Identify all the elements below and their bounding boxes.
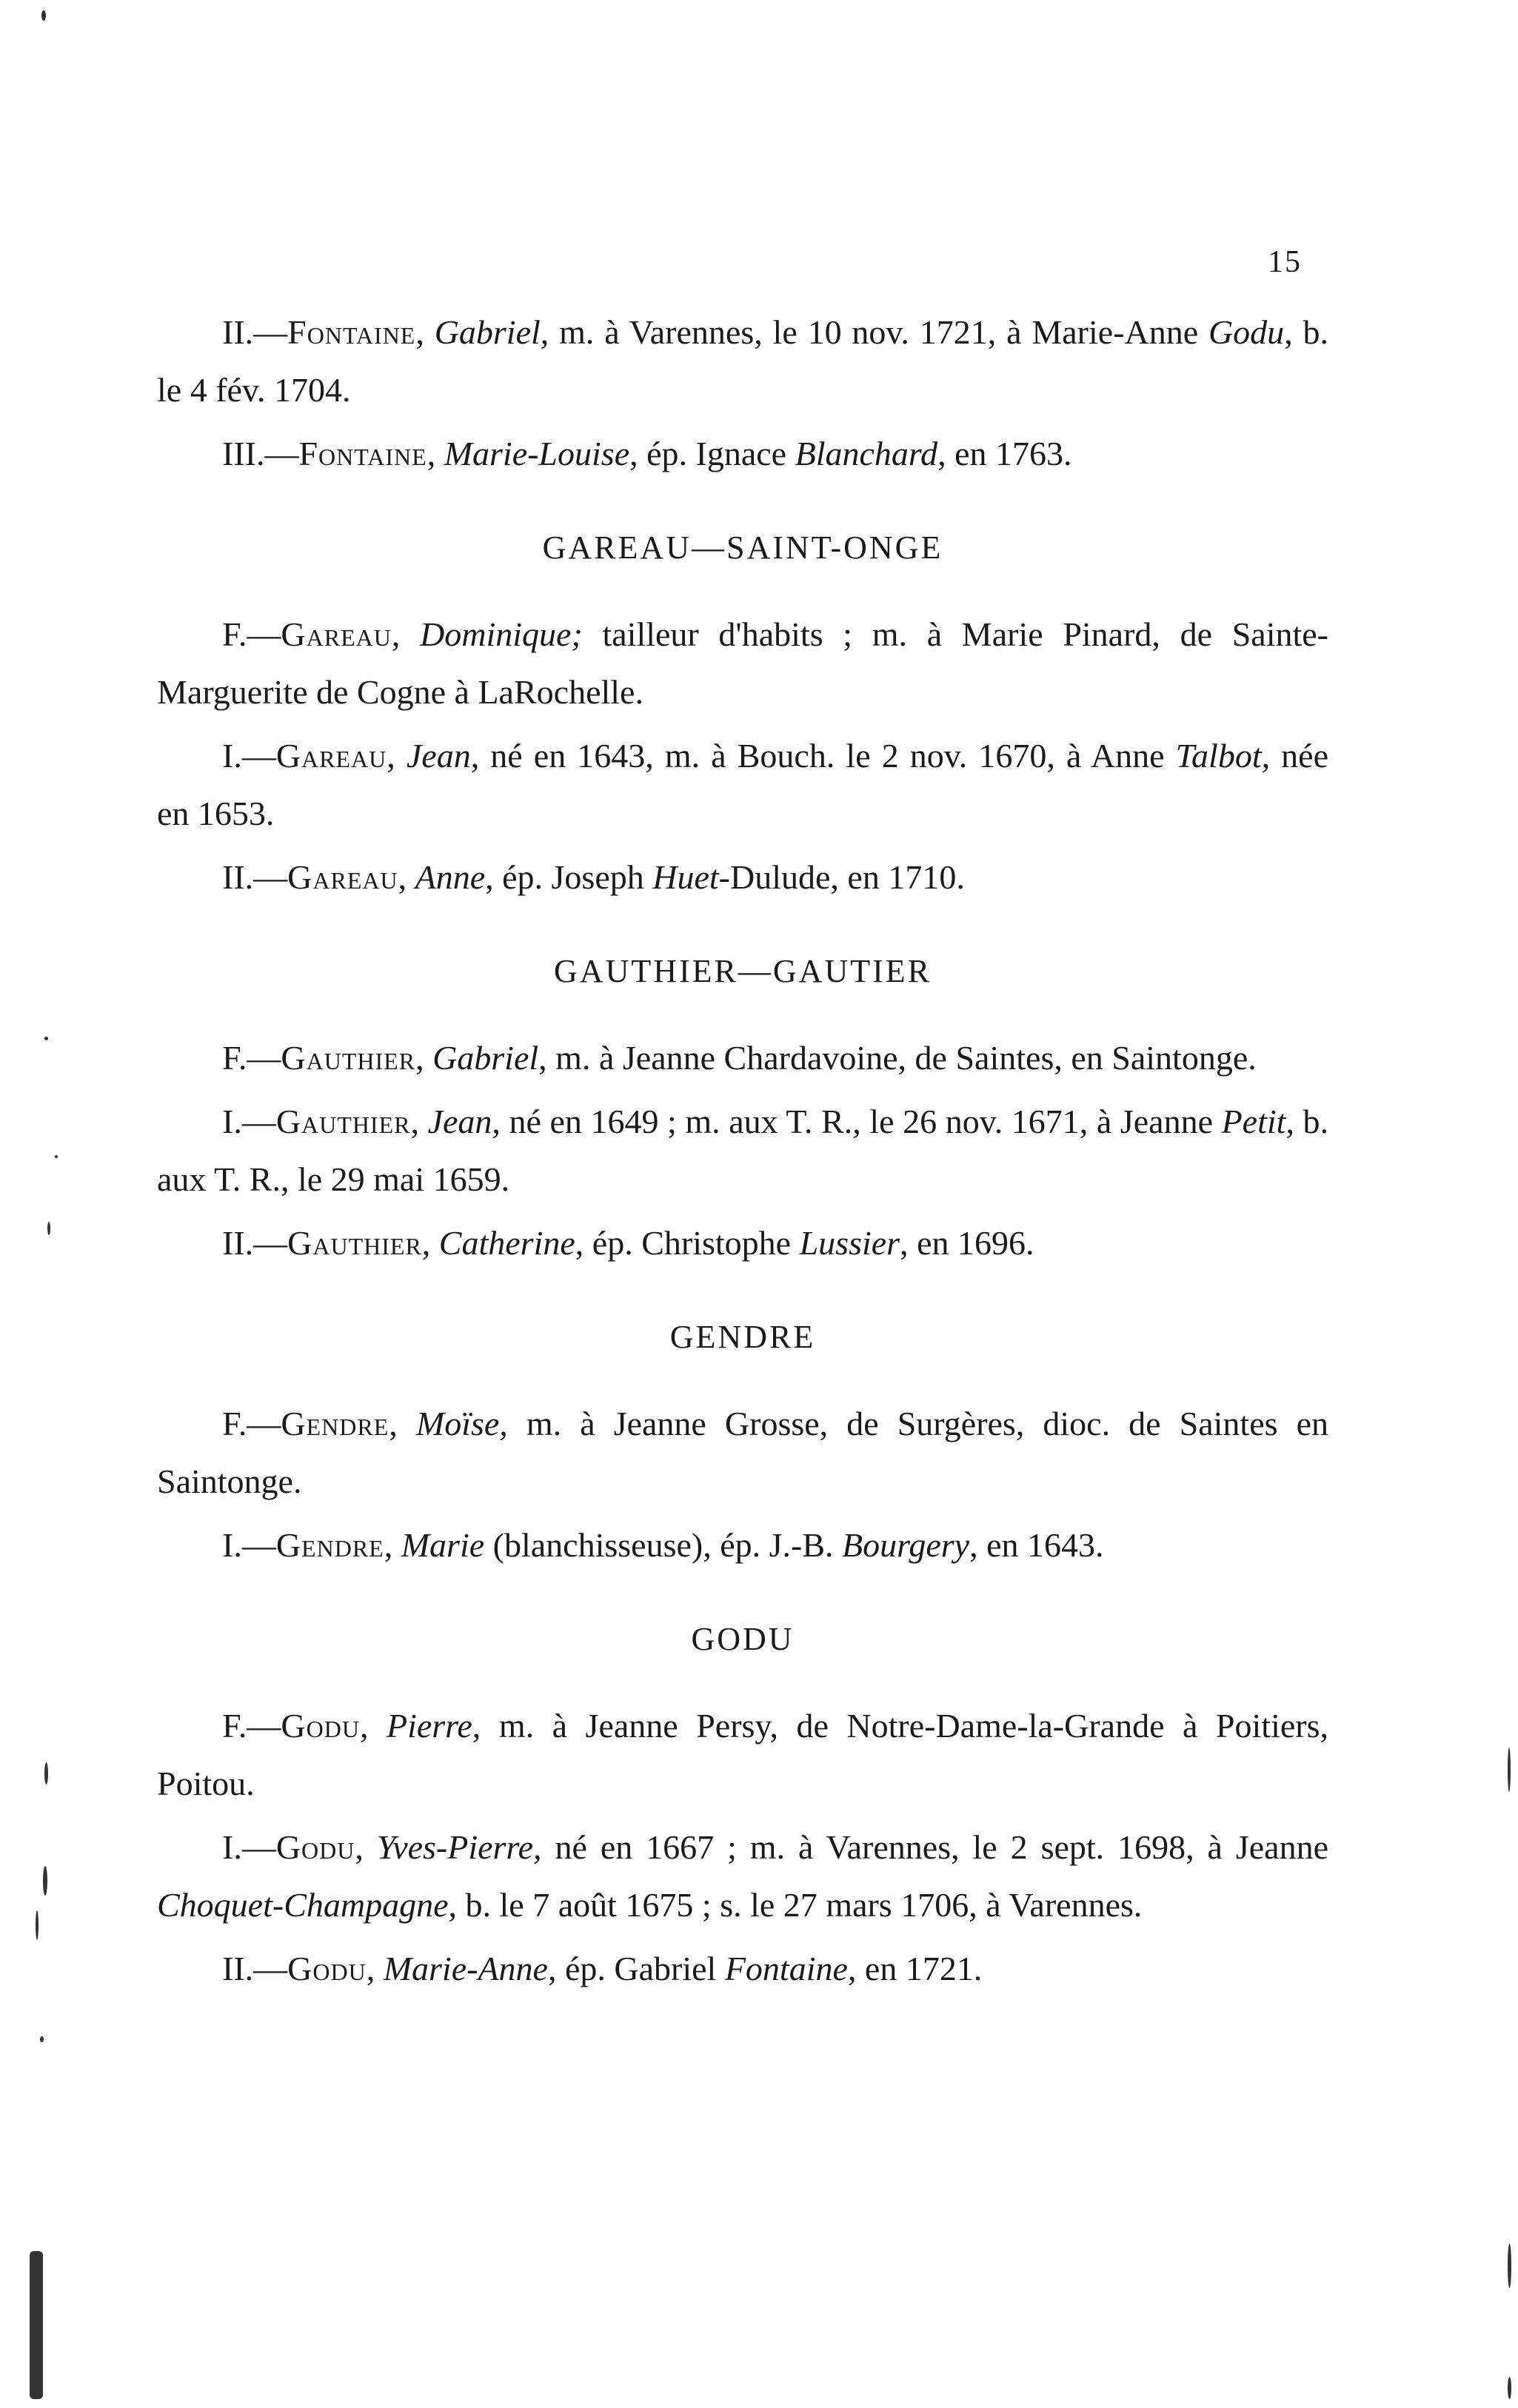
entry-generation: I.— (222, 1103, 276, 1140)
genealogy-entry: F.—Gendre, Moïse, m. à Jeanne Grosse, de Surgères, dioc. de Saintes en Saintonge. (157, 1405, 1329, 1500)
entry-details: (blanchisseuse), ép. J.-B. (484, 1526, 843, 1564)
entry-surname: Gauthier (281, 1039, 416, 1077)
entry-given-name: Marie-Louise (444, 435, 630, 472)
entry-spouse-surname: Choquet-Champagne (157, 1886, 449, 1924)
entry-spouse-surname: Talbot (1175, 737, 1262, 775)
entry-given-name: Gabriel (434, 313, 541, 351)
entry-generation: I.— (222, 737, 276, 775)
entry-details: , ép. Christophe (575, 1224, 800, 1262)
genealogy-entry: I.—Gendre, Marie (blanchisseuse), ép. J.-B. Bourgery, en 1643. (222, 1526, 1104, 1564)
entry-given-name: Yves-Pierre, (376, 1828, 542, 1866)
scan-speck (40, 2036, 44, 2042)
entry-details: , né en 1649 ; m. aux T. R., le 26 nov. 1671, à Jeanne (492, 1103, 1222, 1140)
scan-speck (55, 1155, 58, 1158)
entry-details-tail: , b. le 4 fév. 1704. (157, 313, 1329, 409)
entry-surname: Gendre (275, 1526, 384, 1564)
entry-spouse-surname: Petit (1221, 1103, 1286, 1140)
genealogy-entry: F.—Gauthier, Gabriel, m. à Jeanne Chardavoine, de Saintes, en Saintonge. (222, 1039, 1257, 1077)
page-number: 15 (1268, 245, 1302, 279)
family-heading: GODU (691, 1621, 795, 1657)
entry-details: , m. à Varennes, le 10 nov. 1721, à Marie-Anne (540, 313, 1208, 351)
entry-given-name: Anne (415, 858, 486, 896)
entry-details: , m. à Jeanne Chardavoine, de Saintes, en Saintonge. (538, 1039, 1257, 1077)
scan-speck (44, 1762, 48, 1785)
entry-details-tail: , en 1643. (969, 1526, 1104, 1564)
scan-speck (36, 1910, 39, 1940)
entry-surname: Godu (281, 1707, 360, 1745)
entry-details: , m. à Jeanne Persy, de Notre-Dame-la-Grande à Poitiers, Poitou. (157, 1707, 1328, 1802)
entry-spouse-surname: Bourgery (842, 1526, 970, 1564)
entry-details: né en 1667 ; m. à Varennes, le 2 sept. 1698, à Jeanne (541, 1828, 1329, 1866)
entry-surname: Gauthier (287, 1224, 422, 1262)
entry-generation: F.— (222, 1707, 281, 1745)
entry-details: , ép. Ignace (629, 435, 795, 472)
genealogy-entry: I.—Gareau, Jean, né en 1643, m. à Bouch. le 2 nov. 1670, à Anne Talbot, née en 1653. (157, 737, 1329, 832)
genealogy-entry: II.—Gareau, Anne, ép. Joseph Huet-Dulude, en 1710. (222, 858, 965, 896)
genealogy-entry: I.—Gauthier, Jean, né en 1649 ; m. aux T. R., le 26 nov. 1671, à Jeanne Petit, b. aux T. R., le 29 mai 1659. (157, 1103, 1329, 1198)
genealogy-entry: II.—Gauthier, Catherine, ép. Christophe Lussier, en 1696. (222, 1224, 1034, 1262)
entry-spouse-surname: Fontaine (724, 1950, 848, 1987)
entry-surname: Gareau (287, 858, 398, 896)
entry-surname: Gendre (281, 1405, 389, 1442)
entry-generation: F.— (222, 615, 281, 653)
genealogy-entry: F.—Godu, Pierre, m. à Jeanne Persy, de Notre-Dame-la-Grande à Poitiers, Poitou. (157, 1707, 1328, 1802)
entry-details-tail: , en 1696. (900, 1224, 1034, 1262)
entry-generation: II.— (222, 858, 288, 896)
scan-speck (30, 2251, 43, 2399)
family-heading: GENDRE (669, 1319, 816, 1355)
scan-speck (1508, 2244, 1511, 2288)
entry-surname: Gareau (281, 615, 392, 653)
entry-surname: Fontaine (298, 435, 427, 472)
family-heading: GAREAU—SAINT-ONGE (542, 529, 943, 566)
entry-surname: Gareau (275, 737, 387, 775)
entry-generation: I.— (222, 1828, 276, 1866)
entry-spouse-surname: Godu (1208, 313, 1285, 351)
entry-given-name: Dominique; (420, 615, 583, 653)
entry-generation: II.— (222, 1950, 288, 1987)
entry-details: , ép. Joseph (485, 858, 653, 896)
genealogy-entry: F.—Gareau, Dominique; tailleur d'habits ; m. à Marie Pinard, de Sainte-Marguerite de Cogne à LaRochelle. (157, 615, 1328, 711)
entry-given-name: Moïse, (415, 1405, 508, 1442)
entry-details-tail: , née en 1653. (157, 737, 1329, 832)
entry-surname: Godu (287, 1950, 367, 1987)
entry-generation: F.— (222, 1039, 281, 1077)
entry-details-tail: , b. aux T. R., le 29 mai 1659. (157, 1103, 1329, 1198)
entry-details: m. à Jeanne Grosse, de Surgères, dioc. de Saintes en Saintonge. (157, 1405, 1329, 1500)
entry-given-name: Gabriel (432, 1039, 539, 1077)
entry-given-name: Marie (401, 1526, 485, 1564)
entry-given-name: Jean (406, 737, 471, 775)
entry-surname: Godu (275, 1828, 355, 1866)
entry-given-name: Pierre (386, 1707, 472, 1745)
entry-details-tail: , en 1763. (937, 435, 1072, 472)
family-heading: GAUTHIER—GAUTIER (554, 953, 932, 989)
entry-surname: Gauthier (275, 1103, 411, 1140)
entry-given-name: Marie-Anne (383, 1950, 548, 1987)
scan-speck (43, 1866, 47, 1896)
entry-spouse-surname: Huet (652, 858, 719, 896)
scan-speck (1508, 1748, 1511, 1792)
entry-generation: F.— (222, 1405, 281, 1442)
scan-speck (47, 1222, 50, 1235)
entry-generation: II.— (222, 313, 288, 351)
scan-speck (1508, 2377, 1511, 2399)
genealogy-entry: I.—Godu, Yves-Pierre, né en 1667 ; m. à Varennes, le 2 sept. 1698, à Jeanne Choquet-Champagne, b. le 7 août 1675 ; s. le 27 mars 1706, à Varennes. (157, 1828, 1329, 1924)
entry-details-tail: , en 1721. (847, 1950, 983, 1987)
entry-given-name: Jean (427, 1103, 492, 1140)
entry-generation: III.— (222, 435, 299, 472)
entry-spouse-surname: Blanchard (795, 435, 938, 472)
genealogy-entry: II.—Godu, Marie-Anne, ép. Gabriel Fontaine, en 1721. (222, 1950, 983, 1987)
entry-details-tail: -Dulude, en 1710. (718, 858, 965, 896)
entry-surname: Fontaine (287, 313, 416, 351)
genealogy-entry: II.—Fontaine, Gabriel, m. à Varennes, le 10 nov. 1721, à Marie-Anne Godu, b. le 4 fév. 1704. (157, 313, 1329, 409)
entry-spouse-surname: Lussier (799, 1224, 900, 1262)
entry-details: tailleur d'habits ; m. à Marie Pinard, de Sainte-Marguerite de Cogne à LaRochelle. (157, 615, 1328, 711)
genealogy-entry: III.—Fontaine, Marie-Louise, ép. Ignace Blanchard, en 1763. (222, 435, 1072, 472)
entry-details: , ép. Gabriel (547, 1950, 725, 1987)
entry-details: , né en 1643, m. à Bouch. le 2 nov. 1670, à Anne (470, 737, 1176, 775)
scan-speck (44, 1037, 48, 1040)
page-content (157, 304, 1328, 2004)
entry-generation: I.— (222, 1526, 276, 1564)
entry-generation: II.— (222, 1224, 288, 1262)
entry-given-name: Catherine (438, 1224, 575, 1262)
scan-speck (41, 10, 46, 21)
entry-details-tail: , b. le 7 août 1675 ; s. le 27 mars 1706, à Varennes. (448, 1886, 1143, 1924)
